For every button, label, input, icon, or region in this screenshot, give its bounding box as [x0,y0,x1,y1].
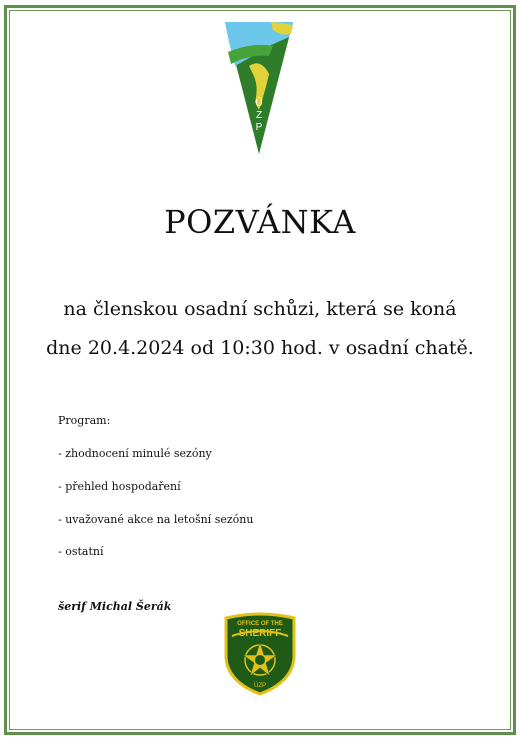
signature: šerif Michal Šerák [58,600,172,613]
invitation-line-2: dne 20.4.2024 od 10:30 hod. v osadní chatě. [46,337,474,359]
logo-letter-z: Z [255,110,263,121]
badge-main-text: SHERIFF [238,628,282,639]
logo-letter-p: P [255,122,263,133]
program-item: - uvažované akce na letošní sezónu [58,513,254,526]
sheriff-badge-icon [222,612,298,696]
program-item: - ostatní [58,545,104,558]
page-title: POZVÁNKA [164,203,356,241]
program-item: - přehled hospodaření [58,480,181,493]
program-heading: Program: [58,414,111,427]
program-item: - zhodnocení minulé sezóny [58,447,212,460]
invitation-line-1: na členskou osadní schůzi, která se koná [63,298,457,320]
badge-bottom-text: ÚZP [254,683,266,689]
badge-top-text: OFFICE OF THE [237,621,283,627]
uzp-pennant-logo [225,22,293,154]
logo-letter-u: Ú [255,98,263,109]
